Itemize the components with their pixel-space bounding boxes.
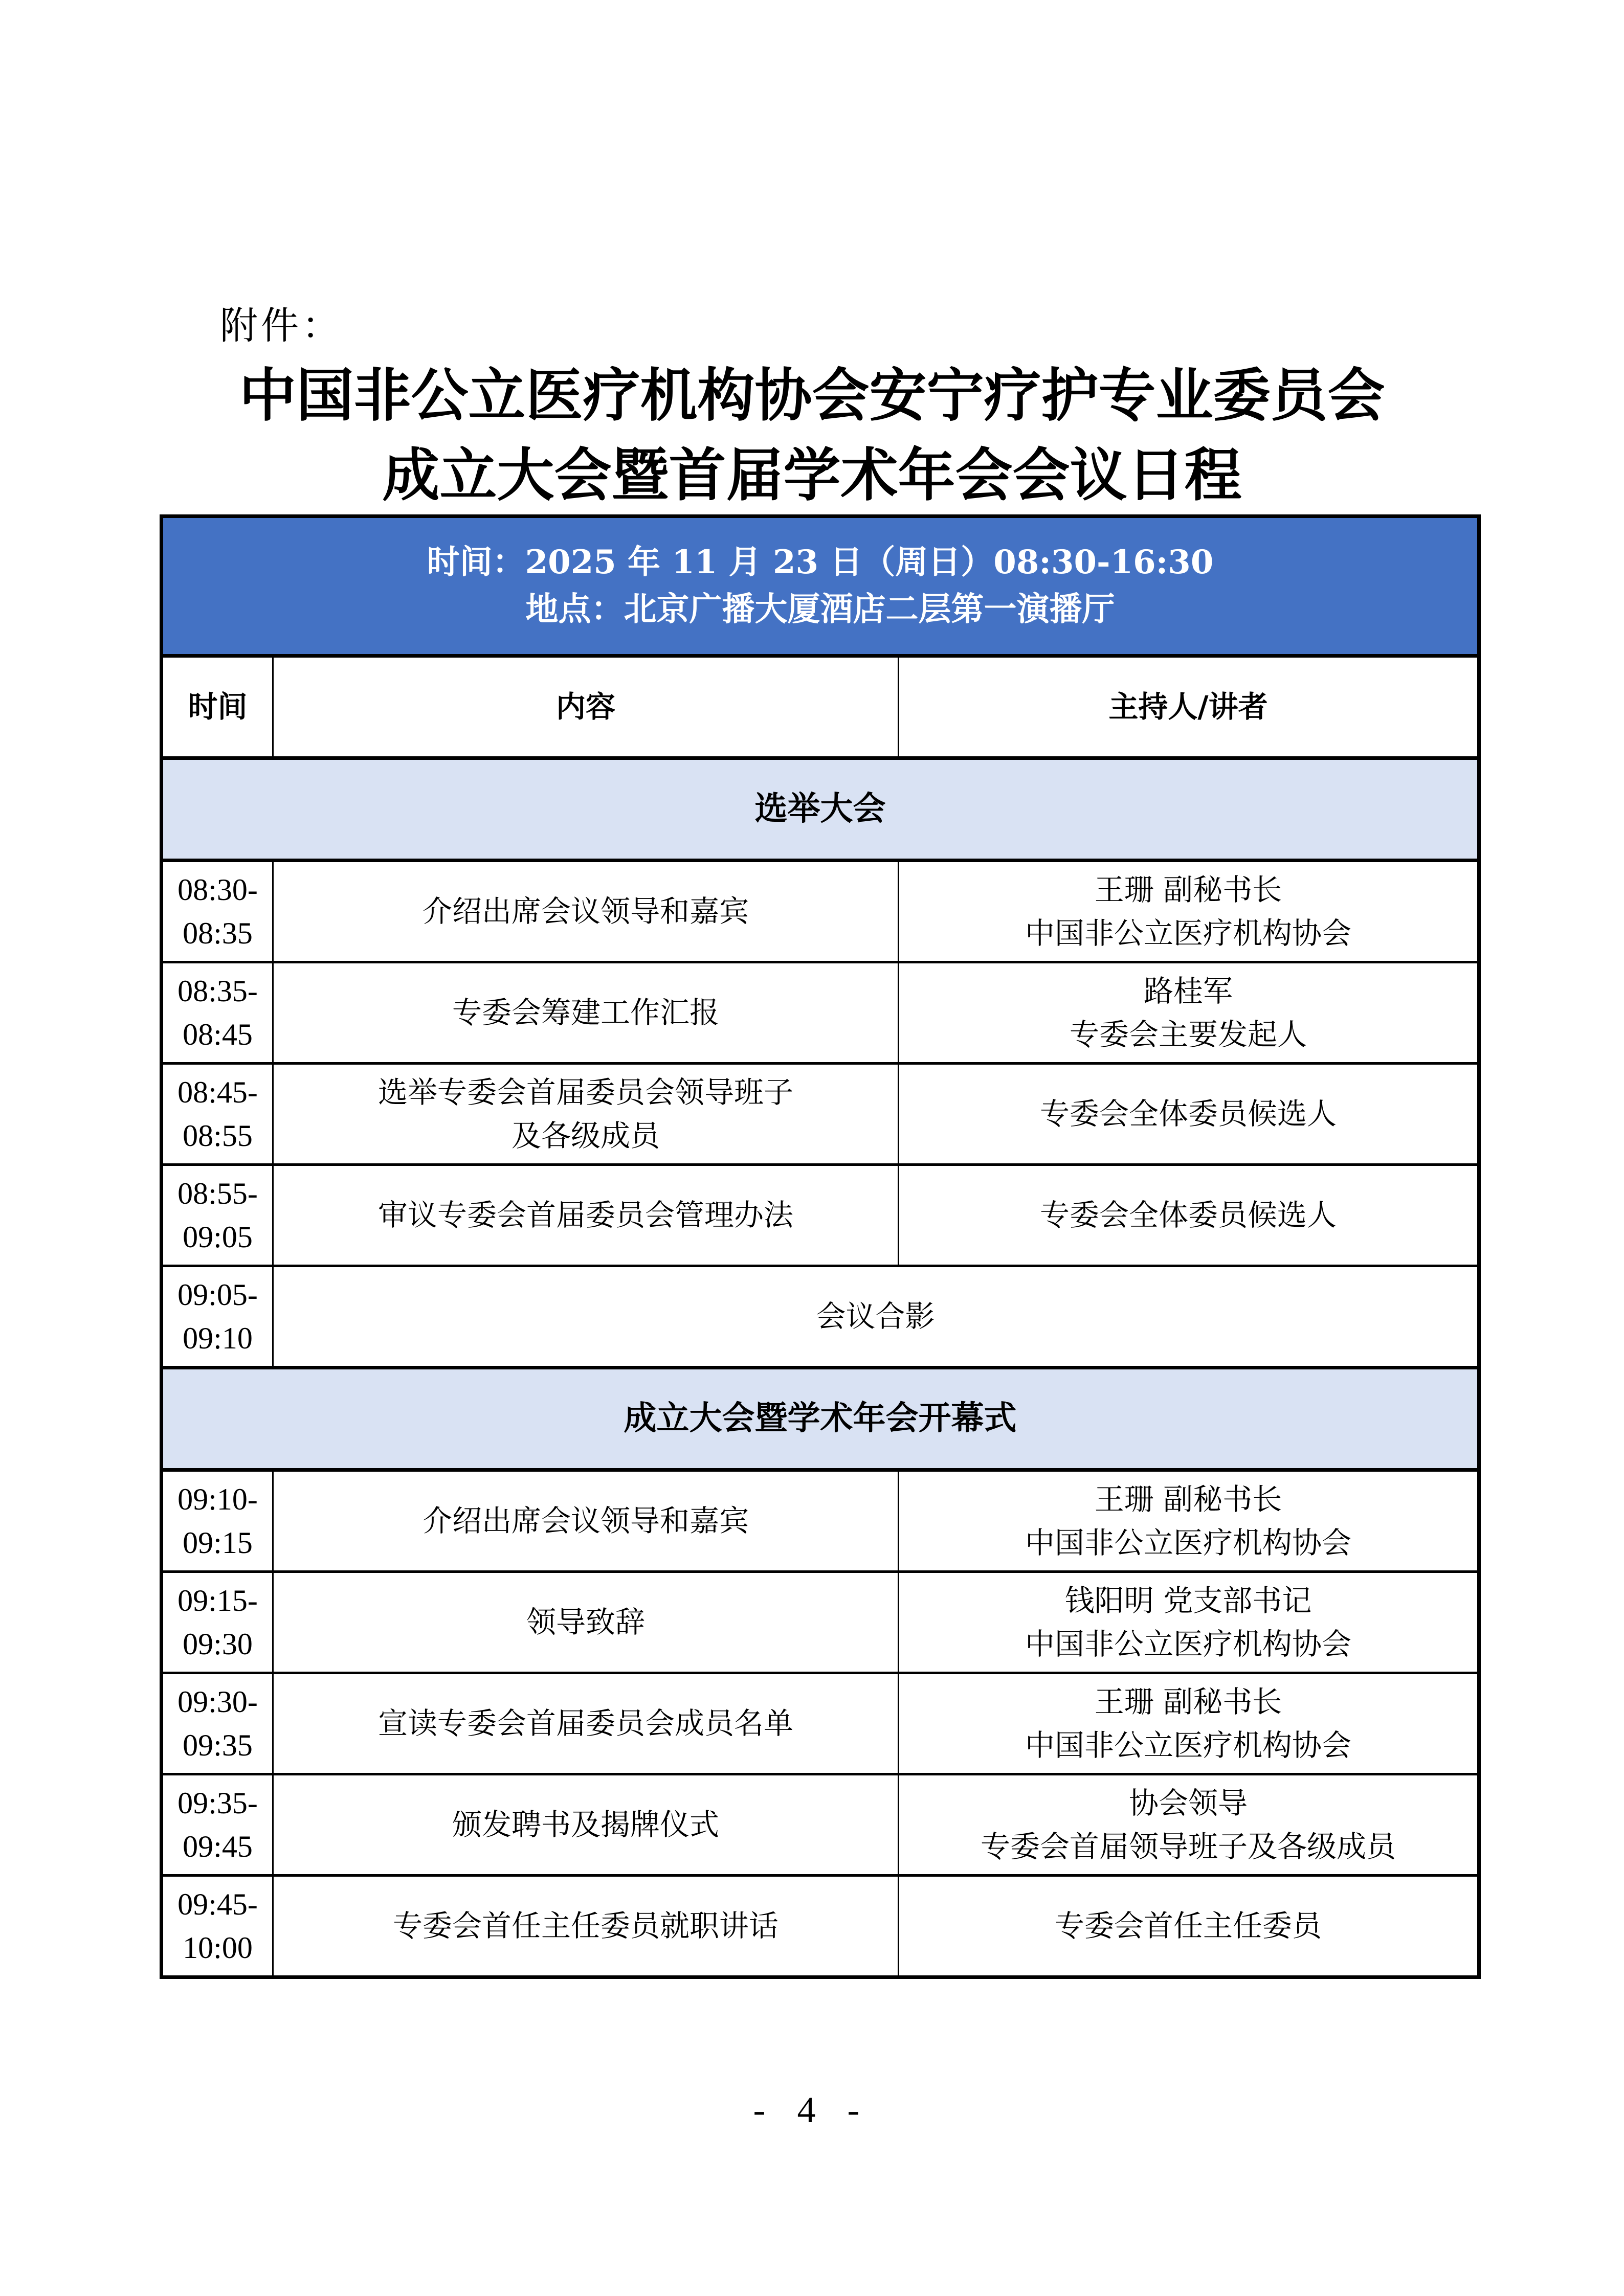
row-time: 09:15-09:30 bbox=[162, 1572, 273, 1673]
row-host-line: 中国非公立医疗机构协会 bbox=[1025, 1525, 1351, 1560]
row-host-line: 专委会全体委员候选人 bbox=[1039, 1198, 1337, 1232]
row-time: 09:35-09:45 bbox=[162, 1774, 273, 1876]
row-host-line: 中国非公立医疗机构协会 bbox=[1025, 915, 1351, 951]
column-header-host: 主持人/讲者 bbox=[899, 656, 1479, 758]
row-content-line: 领导致辞 bbox=[526, 1605, 645, 1639]
row-content bbox=[273, 861, 899, 962]
schedule-row bbox=[162, 1064, 1479, 1165]
row-content bbox=[273, 1064, 899, 1165]
banner-cell bbox=[162, 516, 1479, 656]
row-host-line: 专委会主要发起人 bbox=[1069, 1017, 1307, 1052]
row-merged-content: 会议合影 bbox=[273, 1266, 1479, 1368]
row-content-line: 介绍出席会议领导和嘉宾 bbox=[422, 1503, 749, 1538]
row-content bbox=[273, 1876, 899, 1977]
schedule-row bbox=[162, 1572, 1479, 1673]
row-content-line: 颁发聘书及揭牌仪式 bbox=[452, 1807, 719, 1842]
schedule-row bbox=[162, 861, 1479, 962]
row-time: 08:35-08:45 bbox=[162, 962, 273, 1064]
schedule-row bbox=[162, 962, 1479, 1064]
document-title-line1: 中国非公立医疗机构协会安宁疗护专业委员会 bbox=[239, 363, 1385, 429]
row-host bbox=[899, 1673, 1479, 1774]
row-time: 09:45-10:00 bbox=[162, 1876, 273, 1977]
attachment-label: 附件： bbox=[220, 304, 343, 348]
row-host bbox=[899, 1165, 1479, 1266]
row-content-line: 审议专委会首届委员会管理办法 bbox=[377, 1198, 793, 1232]
schedule-row bbox=[162, 1470, 1479, 1572]
row-host bbox=[899, 1774, 1479, 1876]
row-host bbox=[899, 1470, 1479, 1572]
row-host-line: 中国非公立医疗机构协会 bbox=[1025, 1727, 1351, 1763]
row-time: 08:45-08:55 bbox=[162, 1064, 273, 1165]
section-header-row bbox=[162, 1368, 1479, 1470]
schedule-banner bbox=[162, 516, 1479, 656]
row-time: 09:10-09:15 bbox=[162, 1470, 273, 1572]
page-number: - 4 - bbox=[753, 2089, 871, 2130]
schedule-row bbox=[162, 1673, 1479, 1774]
banner-location: 地点：北京广播大厦酒店二层第一演播厅 bbox=[525, 590, 1115, 628]
schedule-row bbox=[162, 1876, 1479, 1977]
row-host bbox=[899, 962, 1479, 1064]
row-host-line: 王珊 副秘书长 bbox=[1094, 1684, 1282, 1719]
section-header-row bbox=[162, 758, 1479, 861]
row-content bbox=[273, 1572, 899, 1673]
row-host-line: 中国非公立医疗机构协会 bbox=[1025, 1626, 1351, 1661]
row-content-line: 介绍出席会议领导和嘉宾 bbox=[422, 894, 749, 929]
row-host bbox=[899, 861, 1479, 962]
column-header-row bbox=[162, 656, 1479, 758]
row-host-line: 王珊 副秘书长 bbox=[1094, 872, 1282, 907]
row-content bbox=[273, 1470, 899, 1572]
row-content-line: 宣读专委会首届委员会成员名单 bbox=[377, 1706, 793, 1741]
row-content-line: 选举专委会首届委员会领导班子 bbox=[377, 1074, 793, 1110]
document-title-line2: 成立大会暨首届学术年会会议日程 bbox=[382, 442, 1242, 509]
row-time: 08:30-08:35 bbox=[162, 861, 273, 962]
row-host bbox=[899, 1876, 1479, 1977]
row-host-line: 王珊 副秘书长 bbox=[1094, 1481, 1282, 1517]
column-header-content: 内容 bbox=[273, 656, 899, 758]
row-host-line: 专委会首任主任委员 bbox=[1054, 1908, 1322, 1943]
row-host-line: 专委会首届领导班子及各级成员 bbox=[980, 1829, 1396, 1864]
section-title: 选举大会 bbox=[162, 758, 1479, 861]
row-host-line: 钱阳明 党支部书记 bbox=[1064, 1583, 1312, 1618]
row-content bbox=[273, 1774, 899, 1876]
schedule-table bbox=[160, 514, 1481, 1979]
row-content-line: 及各级成员 bbox=[511, 1118, 660, 1153]
schedule-row bbox=[162, 1774, 1479, 1876]
column-header-time: 时间 bbox=[162, 656, 273, 758]
row-host-line: 协会领导 bbox=[1128, 1785, 1248, 1820]
section-title: 成立大会暨学术年会开幕式 bbox=[162, 1368, 1479, 1470]
schedule-row bbox=[162, 1266, 1479, 1368]
row-content-line: 专委会首任主任委员就职讲话 bbox=[392, 1908, 778, 1943]
row-content bbox=[273, 962, 899, 1064]
schedule-row bbox=[162, 1165, 1479, 1266]
row-time: 08:55-09:05 bbox=[162, 1165, 273, 1266]
row-content bbox=[273, 1673, 899, 1774]
row-content bbox=[273, 1165, 899, 1266]
row-host bbox=[899, 1572, 1479, 1673]
row-host-line: 专委会全体委员候选人 bbox=[1039, 1096, 1337, 1131]
banner-time: 时间：2025 年 11 月 23 日（周日）08:30-16:30 bbox=[427, 543, 1214, 581]
row-host bbox=[899, 1064, 1479, 1165]
row-content-line: 专委会筹建工作汇报 bbox=[452, 995, 719, 1030]
row-time: 09:05-09:10 bbox=[162, 1266, 273, 1368]
row-time: 09:30-09:35 bbox=[162, 1673, 273, 1774]
row-host-line: 路桂军 bbox=[1143, 973, 1233, 1008]
